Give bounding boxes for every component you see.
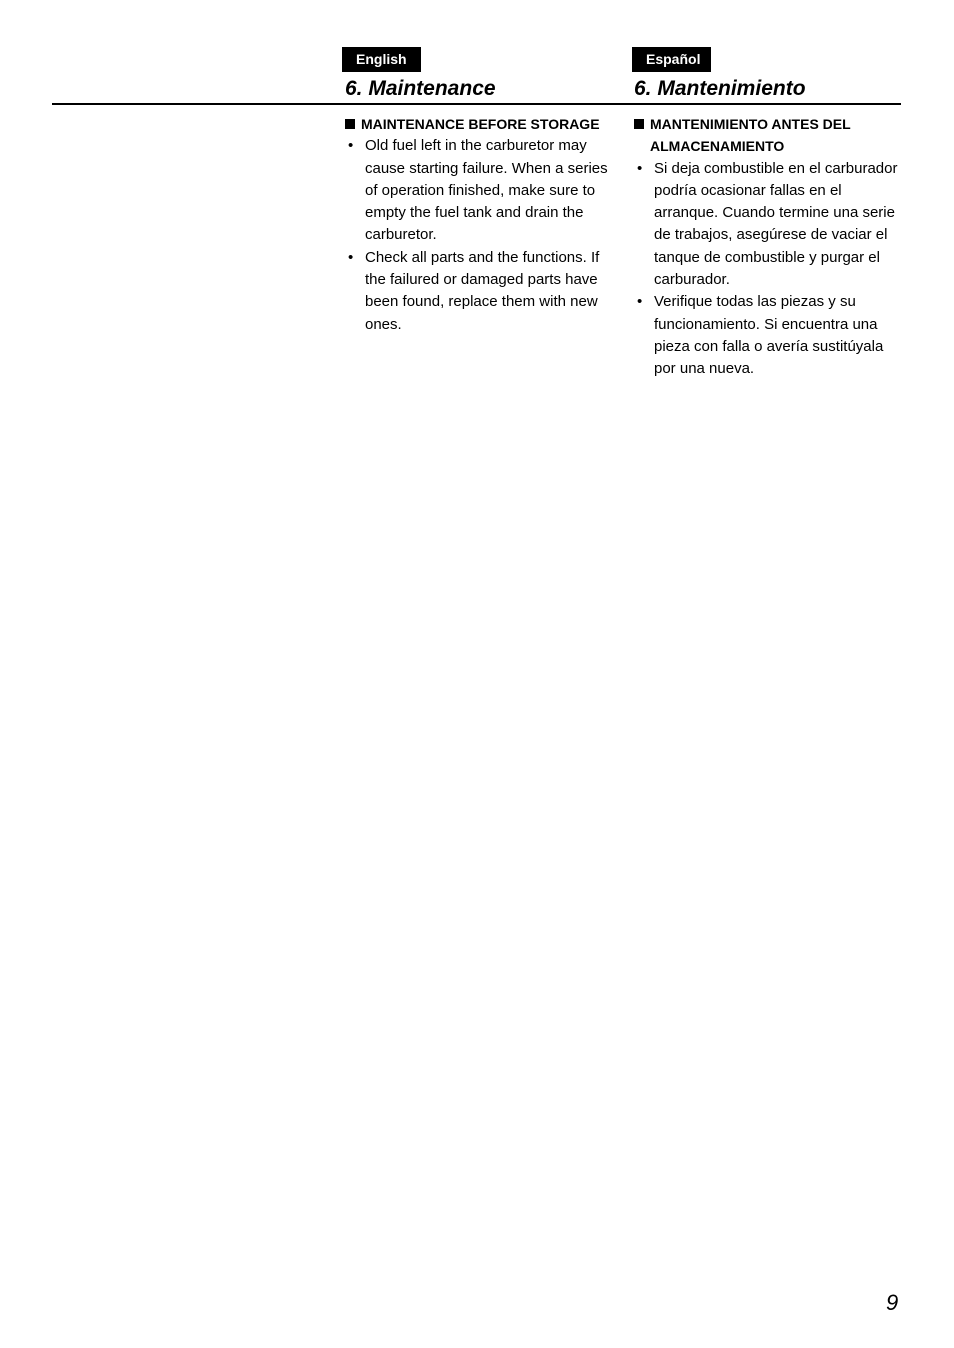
page-number: 9 xyxy=(886,1290,899,1315)
header-rule xyxy=(52,103,901,105)
section-title-spanish: 6. Mantenimiento xyxy=(634,77,806,100)
spanish-column xyxy=(634,113,902,381)
list-item xyxy=(634,158,902,292)
list-item-text: Check all parts and the functions. If the failured or damaged parts have been found, replace them with new ones. xyxy=(365,248,600,333)
bullet-list-spanish xyxy=(634,158,902,381)
list-item xyxy=(345,247,613,336)
list-item xyxy=(634,291,902,380)
subheading-spanish xyxy=(634,113,902,158)
list-item xyxy=(345,135,613,246)
section-title-english: 6. Maintenance xyxy=(345,77,496,100)
english-column xyxy=(345,113,613,336)
subheading-spanish-text: MANTENIMIENTO ANTES DEL ALMACENAMIENTO xyxy=(650,116,851,155)
list-item-text: Si deja combustible en el carburador podría ocasionar fallas en el arranque. Cuando termine una serie de trabajos, asegúrese de vaciar el tanque de combustible y purgar el carburador. xyxy=(654,159,898,289)
square-bullet-icon xyxy=(345,119,355,129)
list-item-text: Old fuel left in the carburetor may cause starting failure. When a series of operation finished, make sure to empty the fuel tank and drain the carburetor. xyxy=(365,137,608,244)
bullet-dot-icon: • xyxy=(348,137,354,155)
list-item-text: Verifique todas las piezas y su funcionamiento. Si encuentra una pieza con falla o avería sustitúyala por una nueva. xyxy=(654,293,884,378)
bullet-list-english xyxy=(345,135,613,336)
subheading-english-text: MAINTENANCE BEFORE STORAGE xyxy=(361,116,600,132)
bullet-dot-icon: • xyxy=(637,293,643,311)
square-bullet-icon xyxy=(634,119,644,129)
bullet-dot-icon: • xyxy=(637,159,643,177)
language-tab-english: English xyxy=(342,47,421,72)
language-tab-spanish: Español xyxy=(632,47,711,72)
bullet-dot-icon: • xyxy=(348,248,354,266)
subheading-english xyxy=(345,113,613,135)
